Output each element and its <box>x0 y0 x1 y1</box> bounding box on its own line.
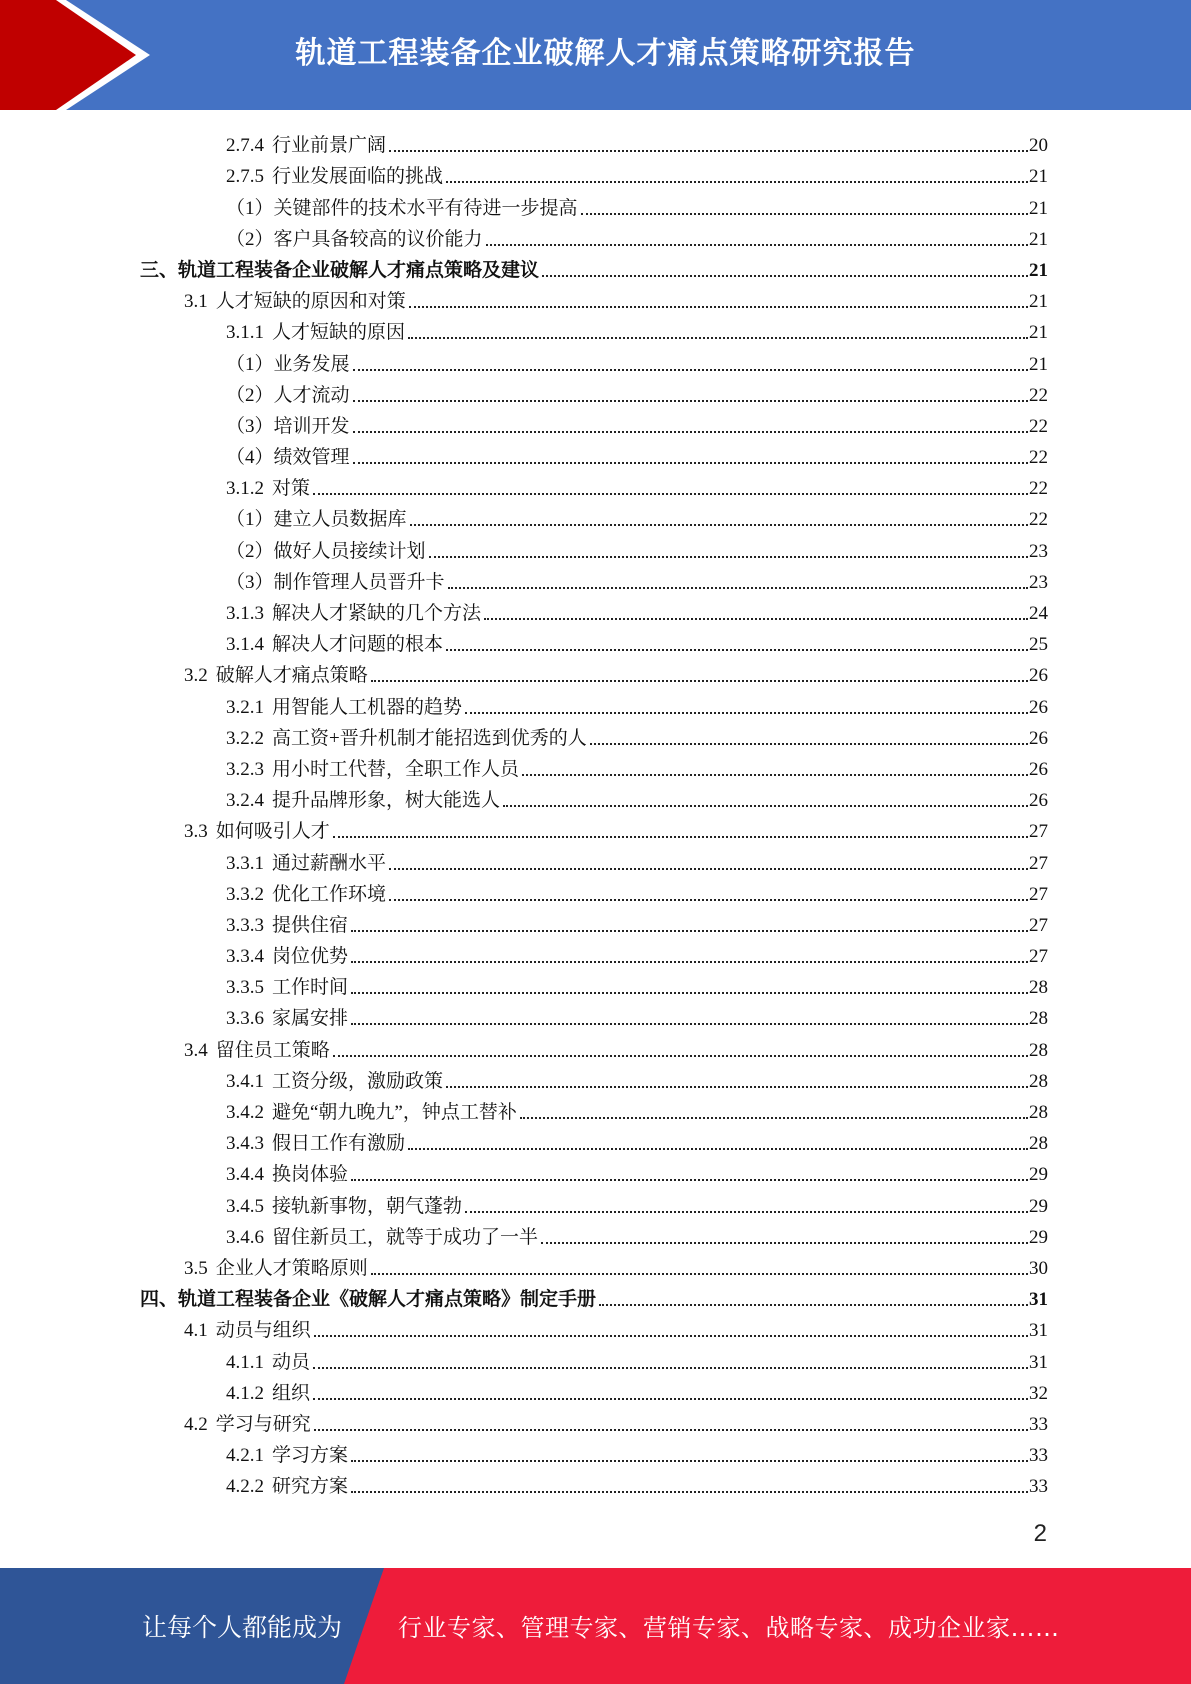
toc-entry-title <box>226 1101 519 1125</box>
toc-entry-label: 假日工作有激励 <box>272 1133 406 1155</box>
toc-entry[interactable] <box>140 876 1048 907</box>
toc-entry-title <box>226 696 464 720</box>
toc-entry-label: 建立人员数据库 <box>273 509 407 531</box>
toc-entry-label: 提供住宿 <box>272 914 349 936</box>
toc-entry-label: 家属安排 <box>272 1008 349 1030</box>
toc-dot-leader <box>389 150 1028 152</box>
toc-entry[interactable] <box>140 439 1048 470</box>
toc-entry[interactable] <box>140 1125 1048 1156</box>
toc-entry-number: 3.1.2 <box>226 478 264 500</box>
toc-entry-number: （2） <box>226 228 274 250</box>
toc-dot-leader <box>314 1429 1028 1431</box>
toc-entry[interactable] <box>140 1063 1048 1094</box>
toc-entry[interactable] <box>140 720 1048 751</box>
toc-entry-number: 3.3 <box>184 821 208 843</box>
toc-entry-page: 28 <box>1029 1070 1048 1092</box>
toc-entry-title <box>226 353 352 377</box>
document-title: 轨道工程装备企业破解人才痛点策略研究报告 <box>295 36 916 71</box>
page-number: 2 <box>1033 1520 1047 1547</box>
toc-entry-page: 32 <box>1029 1382 1048 1404</box>
toc-entry-number: 4.2.1 <box>226 1445 264 1467</box>
toc-entry-label: 如何吸引人才 <box>215 821 330 843</box>
toc-dot-leader <box>486 244 1028 246</box>
toc-entry[interactable] <box>140 1000 1048 1031</box>
toc-entry-page: 29 <box>1029 1226 1048 1248</box>
toc-dot-leader <box>353 400 1028 402</box>
toc-dot-leader <box>599 1304 1028 1306</box>
toc-entry-page: 29 <box>1029 1164 1048 1186</box>
toc-entry-page: 28 <box>1029 1039 1048 1061</box>
toc-entry-label: 四、轨道工程装备企业《破解人才痛点策略》制定手册 <box>140 1289 597 1311</box>
toc-entry-page: 21 <box>1029 353 1048 375</box>
toc-dot-leader <box>410 524 1028 526</box>
toc-entry-title <box>226 384 352 408</box>
page-footer <box>0 1568 1191 1684</box>
toc-entry-label: 避免“朝九晚九”，钟点工替补 <box>272 1102 517 1123</box>
toc-entry-number: 3.3.5 <box>226 977 264 999</box>
toc-entry-label: 组织 <box>272 1382 311 1404</box>
toc-entry[interactable] <box>140 221 1048 252</box>
toc-entry[interactable] <box>140 1437 1048 1468</box>
toc-entry-page: 28 <box>1029 1008 1048 1030</box>
toc-entry-title <box>226 477 312 501</box>
toc-entry-number: 3.2.1 <box>226 696 264 718</box>
toc-entry-title <box>226 415 352 439</box>
toc-dot-leader <box>409 306 1028 308</box>
toc-entry[interactable] <box>140 345 1048 376</box>
toc-entry-page: 31 <box>1029 1289 1048 1311</box>
toc-entry-page: 26 <box>1029 727 1048 749</box>
toc-entry-number: （2） <box>226 384 274 406</box>
toc-entry-title <box>226 1195 464 1219</box>
toc-entry-label: 对策 <box>272 478 311 500</box>
toc-entry-label: 工作时间 <box>272 977 349 999</box>
toc-entry-number: 3.5 <box>184 1257 208 1279</box>
toc-entry[interactable] <box>140 1031 1048 1062</box>
toc-entry-label: 制作管理人员晋升卡 <box>273 571 445 593</box>
toc-entry-page: 31 <box>1029 1320 1048 1342</box>
toc-entry-title <box>226 1007 350 1031</box>
toc-entry[interactable] <box>140 501 1048 532</box>
toc-entry-title <box>226 1163 350 1187</box>
toc-entry-label: 人才流动 <box>273 384 350 406</box>
toc-entry[interactable] <box>140 470 1048 501</box>
toc-entry-number: 3.3.4 <box>226 946 264 968</box>
toc-dot-leader <box>351 961 1028 963</box>
toc-dot-leader <box>522 774 1028 776</box>
toc-entry-title <box>140 1288 598 1312</box>
toc-entry-number: 3.4.4 <box>226 1164 264 1186</box>
toc-entry[interactable] <box>140 1343 1048 1374</box>
toc-entry-title <box>226 1070 445 1094</box>
toc-entry[interactable] <box>140 532 1048 563</box>
toc-entry-label: 留住新员工，就等于成功了一半 <box>272 1226 539 1248</box>
toc-entry-page: 26 <box>1029 790 1048 812</box>
toc-dot-leader <box>541 1242 1028 1244</box>
toc-entry-number: 3.3.6 <box>226 1008 264 1030</box>
footer-slogan-left: 让每个人都能成为 <box>142 1613 343 1642</box>
toc-dot-leader <box>333 836 1028 838</box>
toc-entry-label: 三、轨道工程装备企业破解人才痛点策略及建议 <box>140 259 540 281</box>
toc-entry-number: 3.4.6 <box>226 1226 264 1248</box>
toc-entry-label: 行业前景广阔 <box>272 135 387 157</box>
toc-entry-number: （1） <box>226 353 274 375</box>
toc-entry[interactable] <box>140 1094 1048 1125</box>
toc-entry-label: 用小时工代替，全职工作人员 <box>272 758 520 780</box>
toc-entry-title <box>226 446 352 470</box>
toc-entry-number: 3.2.4 <box>226 790 264 812</box>
toc-dot-leader <box>542 275 1028 277</box>
toc-entry-label: 通过薪酬水平 <box>272 852 387 874</box>
toc-entry[interactable] <box>140 595 1048 626</box>
toc-entry[interactable] <box>140 688 1048 719</box>
toc-entry-page: 26 <box>1029 696 1048 718</box>
toc-entry-number: 3.4.5 <box>226 1195 264 1217</box>
toc-entry-title <box>226 633 445 657</box>
toc-dot-leader <box>313 1367 1028 1369</box>
toc-entry-number: 3.3.1 <box>226 852 264 874</box>
toc-entry-page: 21 <box>1029 166 1048 188</box>
toc-entry-title <box>184 1413 313 1437</box>
toc-entry-title <box>226 197 580 221</box>
toc-entry-label: 解决人才紧缺的几个方法 <box>272 603 482 624</box>
toc-entry-number: 3.4.3 <box>226 1133 264 1155</box>
toc-dot-leader <box>429 556 1028 558</box>
toc-entry[interactable] <box>140 1219 1048 1250</box>
toc-entry-label: 解决人才问题的根本 <box>272 634 444 656</box>
toc-entry-page: 28 <box>1029 1133 1048 1155</box>
toc-entry-page: 25 <box>1029 634 1048 656</box>
toc-entry-number: 3.1 <box>184 291 208 313</box>
table-of-contents <box>140 127 1048 1499</box>
toc-entry-page: 23 <box>1029 540 1048 562</box>
toc-entry[interactable] <box>140 127 1048 158</box>
toc-entry[interactable] <box>140 626 1048 657</box>
toc-entry[interactable] <box>140 782 1048 813</box>
toc-dot-leader <box>353 369 1028 371</box>
toc-entry-page: 21 <box>1029 259 1048 281</box>
toc-entry-page: 28 <box>1029 977 1048 999</box>
toc-entry-number: 2.7.4 <box>226 135 264 157</box>
toc-entry-label: 做好人员接续计划 <box>273 540 426 562</box>
toc-entry-page: 27 <box>1029 883 1048 905</box>
footer-slogan-right: 行业专家、管理专家、营销专家、战略专家、成功企业家…… <box>398 1614 1060 1642</box>
toc-entry-label: 用智能人工机器的趋势 <box>272 696 463 718</box>
toc-entry-title <box>226 1351 312 1375</box>
toc-entry-page: 21 <box>1029 228 1048 250</box>
toc-entry-number: 3.4.1 <box>226 1070 264 1092</box>
toc-entry-title <box>140 259 541 283</box>
toc-entry-title <box>226 1475 350 1499</box>
toc-entry-title <box>226 945 350 969</box>
toc-dot-leader <box>446 1086 1028 1088</box>
toc-entry-label: 行业发展面临的挑战 <box>272 166 444 188</box>
toc-entry-title <box>226 1132 407 1156</box>
toc-entry[interactable] <box>140 813 1048 844</box>
toc-dot-leader <box>520 1117 1028 1119</box>
toc-entry-label: 工资分级，激励政策 <box>272 1070 444 1092</box>
toc-entry-number: 4.1.1 <box>226 1351 264 1373</box>
toc-entry-label: 留住员工策略 <box>215 1039 330 1061</box>
toc-entry-page: 27 <box>1029 914 1048 936</box>
toc-dot-leader <box>446 649 1028 651</box>
toc-entry-page: 27 <box>1029 821 1048 843</box>
toc-dot-leader <box>371 680 1028 682</box>
toc-entry-page: 33 <box>1029 1476 1048 1498</box>
toc-dot-leader <box>351 1023 1028 1025</box>
toc-entry-label: 动员 <box>272 1351 311 1373</box>
toc-entry-label: 换岗体验 <box>272 1164 349 1186</box>
toc-entry[interactable] <box>140 189 1048 220</box>
toc-dot-leader <box>503 805 1028 807</box>
toc-entry-number: 3.2.2 <box>226 727 264 749</box>
toc-dot-leader <box>484 618 1028 620</box>
toc-entry-number: 4.2 <box>184 1413 208 1435</box>
toc-entry-number: （4） <box>226 447 274 469</box>
toc-entry-page: 22 <box>1029 447 1048 469</box>
toc-entry-page: 27 <box>1029 852 1048 874</box>
toc-entry-title <box>226 165 445 189</box>
toc-entry[interactable] <box>140 1281 1048 1312</box>
toc-entry-number: （1） <box>226 509 274 531</box>
toc-entry-title <box>184 820 332 844</box>
toc-entry-page: 33 <box>1029 1445 1048 1467</box>
toc-entry-page: 26 <box>1029 665 1048 687</box>
toc-entry-title <box>226 571 447 595</box>
toc-entry-page: 26 <box>1029 758 1048 780</box>
toc-entry-page: 22 <box>1029 415 1048 437</box>
toc-entry-page: 22 <box>1029 478 1048 500</box>
toc-entry-page: 22 <box>1029 384 1048 406</box>
toc-dot-leader <box>465 1211 1028 1213</box>
page-header <box>0 0 1191 110</box>
toc-entry[interactable] <box>140 314 1048 345</box>
toc-entry-title <box>226 1444 350 1468</box>
toc-entry-title <box>184 664 370 688</box>
toc-entry-page: 22 <box>1029 509 1048 531</box>
toc-dot-leader <box>408 1148 1028 1150</box>
toc-entry-title <box>226 789 502 813</box>
toc-dot-leader <box>351 992 1028 994</box>
toc-entry-page: 29 <box>1029 1195 1048 1217</box>
toc-dot-leader <box>351 1491 1028 1493</box>
toc-entry-label: 动员与组织 <box>215 1320 311 1342</box>
toc-entry-page: 21 <box>1029 322 1048 344</box>
toc-entry-number: 4.1 <box>184 1320 208 1342</box>
toc-dot-leader <box>590 743 1028 745</box>
toc-entry-number: 4.1.2 <box>226 1382 264 1404</box>
toc-dot-leader <box>351 1179 1028 1181</box>
toc-entry[interactable] <box>140 1406 1048 1437</box>
toc-entry-page: 21 <box>1029 197 1048 219</box>
toc-entry-title <box>184 1319 313 1343</box>
toc-entry[interactable] <box>140 158 1048 189</box>
toc-entry-label: 研究方案 <box>272 1476 349 1498</box>
toc-dot-leader <box>314 1335 1028 1337</box>
toc-entry-title <box>226 228 485 252</box>
toc-dot-leader <box>351 930 1028 932</box>
toc-entry-page: 24 <box>1029 603 1048 624</box>
toc-entry-label: 客户具备较高的议价能力 <box>273 228 483 250</box>
toc-entry[interactable] <box>140 907 1048 938</box>
toc-entry-label: 学习与研究 <box>215 1413 311 1435</box>
toc-entry-label: 接轨新事物，朝气蓬勃 <box>272 1195 463 1217</box>
toc-dot-leader <box>408 337 1028 339</box>
toc-entry-label: 岗位优势 <box>272 946 349 968</box>
toc-entry-title <box>226 1382 312 1406</box>
toc-entry-page: 23 <box>1029 571 1048 593</box>
toc-entry[interactable] <box>140 283 1048 314</box>
toc-dot-leader <box>446 181 1028 183</box>
toc-entry[interactable] <box>140 969 1048 1000</box>
toc-entry-title <box>226 508 409 532</box>
toc-entry-page: 20 <box>1029 135 1048 157</box>
toc-entry-title <box>184 1039 332 1063</box>
toc-entry[interactable] <box>140 252 1048 283</box>
toc-entry-title <box>226 540 428 564</box>
toc-entry-page: 28 <box>1029 1102 1048 1123</box>
toc-entry[interactable] <box>140 751 1048 782</box>
toc-entry[interactable] <box>140 1156 1048 1187</box>
toc-entry-label: 高工资+晋升机制才能招选到优秀的人 <box>272 727 587 749</box>
toc-entry-label: 优化工作环境 <box>272 883 387 905</box>
toc-entry[interactable] <box>140 377 1048 408</box>
toc-entry-label: 提升品牌形象，树大能选人 <box>272 790 501 812</box>
toc-entry-number: 3.1.1 <box>226 322 264 344</box>
toc-dot-leader <box>448 587 1028 589</box>
toc-entry-number: 2.7.5 <box>226 166 264 188</box>
toc-entry-page: 21 <box>1029 291 1048 313</box>
toc-entry-label: 关键部件的技术水平有待进一步提高 <box>273 197 578 219</box>
toc-entry-number: 3.4 <box>184 1039 208 1061</box>
toc-entry-number: （3） <box>226 571 274 593</box>
toc-entry-title <box>226 758 521 782</box>
toc-entry-page: 27 <box>1029 946 1048 968</box>
toc-entry[interactable] <box>140 938 1048 969</box>
toc-entry[interactable] <box>140 1312 1048 1343</box>
toc-entry-number: 3.3.2 <box>226 883 264 905</box>
toc-entry-title <box>226 883 388 907</box>
toc-entry-label: 人才短缺的原因 <box>272 322 406 344</box>
toc-entry-label: 人才短缺的原因和对策 <box>215 291 406 313</box>
toc-dot-leader <box>313 1398 1028 1400</box>
toc-entry-title <box>226 602 483 626</box>
toc-dot-leader <box>313 493 1028 495</box>
toc-entry[interactable] <box>140 1187 1048 1218</box>
toc-entry-number: （3） <box>226 415 274 437</box>
toc-entry-number: 3.2.3 <box>226 758 264 780</box>
toc-entry[interactable] <box>140 844 1048 875</box>
toc-dot-leader <box>371 1273 1028 1275</box>
toc-dot-leader <box>351 1460 1028 1462</box>
toc-entry-number: 3.1.4 <box>226 634 264 656</box>
toc-entry-number: 3.1.3 <box>226 603 264 624</box>
toc-entry-number: 4.2.2 <box>226 1476 264 1498</box>
toc-entry-title <box>226 914 350 938</box>
toc-entry-title <box>226 134 388 158</box>
toc-dot-leader <box>465 712 1028 714</box>
toc-dot-leader <box>389 868 1028 870</box>
toc-entry-label: 培训开发 <box>273 415 350 437</box>
toc-dot-leader <box>353 431 1028 433</box>
toc-dot-leader <box>389 899 1028 901</box>
toc-entry[interactable] <box>140 1250 1048 1281</box>
toc-entry[interactable] <box>140 1375 1048 1406</box>
toc-entry-title <box>184 290 408 314</box>
toc-entry-number: （1） <box>226 197 274 219</box>
toc-entry-label: 业务发展 <box>273 353 350 375</box>
toc-entry-number: 3.2 <box>184 665 208 687</box>
toc-dot-leader <box>581 213 1028 215</box>
toc-entry-page: 33 <box>1029 1413 1048 1435</box>
toc-entry-number: 3.4.2 <box>226 1102 264 1123</box>
toc-entry-page: 31 <box>1029 1351 1048 1373</box>
toc-entry-title <box>226 321 407 345</box>
toc-dot-leader <box>333 1055 1028 1057</box>
toc-entry-label: 企业人才策略原则 <box>215 1257 368 1279</box>
toc-dot-leader <box>353 462 1028 464</box>
toc-entry-title <box>226 852 388 876</box>
toc-entry-title <box>226 976 350 1000</box>
toc-entry-title <box>226 1226 540 1250</box>
toc-entry-title <box>226 727 589 751</box>
toc-entry-label: 学习方案 <box>272 1445 349 1467</box>
toc-entry-number: （2） <box>226 540 274 562</box>
toc-entry-label: 绩效管理 <box>273 447 350 469</box>
toc-entry[interactable] <box>140 657 1048 688</box>
toc-entry[interactable] <box>140 1468 1048 1499</box>
toc-entry-page: 30 <box>1029 1257 1048 1279</box>
toc-entry-number: 3.3.3 <box>226 914 264 936</box>
toc-entry[interactable] <box>140 408 1048 439</box>
toc-entry-title <box>184 1257 370 1281</box>
toc-entry-label: 破解人才痛点策略 <box>215 665 368 687</box>
toc-entry[interactable] <box>140 564 1048 595</box>
